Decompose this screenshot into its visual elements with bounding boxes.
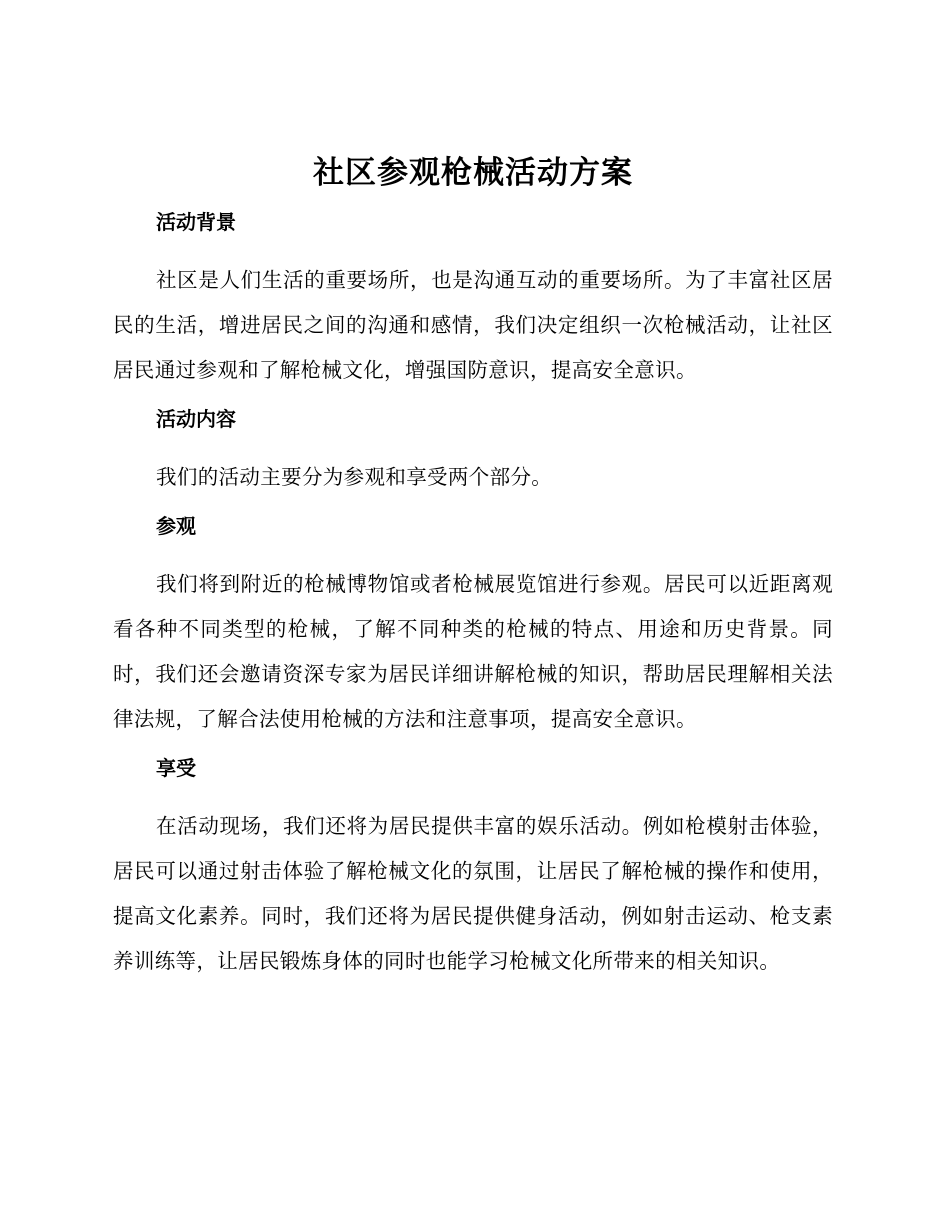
- paragraph-background: 社区是人们生活的重要场所，也是沟通互动的重要场所。为了丰富社区居民的生活，增进居民之间的沟通和感情，我们决定组织一次枪械活动，让社区居民通过参观和了解枪械文化，增强国防意识，提高安全意识。: [113, 268, 833, 382]
- section-heading-background: 活动背景: [156, 210, 236, 234]
- document-title: 社区参观枪械活动方案: [313, 155, 633, 191]
- section-heading-enjoy: 享受: [156, 756, 196, 780]
- paragraph-enjoy: 在活动现场，我们还将为居民提供丰富的娱乐活动。例如枪模射击体验，居民可以通过射击体验了解枪械文化的氛围，让居民了解枪械的操作和使用，提高文化素养。同时，我们还将为居民提供健身活动，例如射击运动、枪支素养训练等，让居民锻炼身体的同时也能学习枪械文化所带来的相关知识。: [113, 814, 833, 973]
- section-heading-content: 活动内容: [156, 407, 236, 431]
- paragraph-content: 我们的活动主要分为参观和享受两个部分。: [156, 465, 553, 489]
- section-heading-visit: 参观: [156, 514, 196, 538]
- document-page: [113, 150, 833, 996]
- paragraph-visit: 我们将到附近的枪械博物馆或者枪械展览馆进行参观。居民可以近距离观看各种不同类型的枪械，了解不同种类的枪械的特点、用途和历史背景。同时，我们还会邀请资深专家为居民详细讲解枪械的知识，帮助居民理解相关法律法规，了解合法使用枪械的方法和注意事项，提高安全意识。: [113, 572, 833, 731]
